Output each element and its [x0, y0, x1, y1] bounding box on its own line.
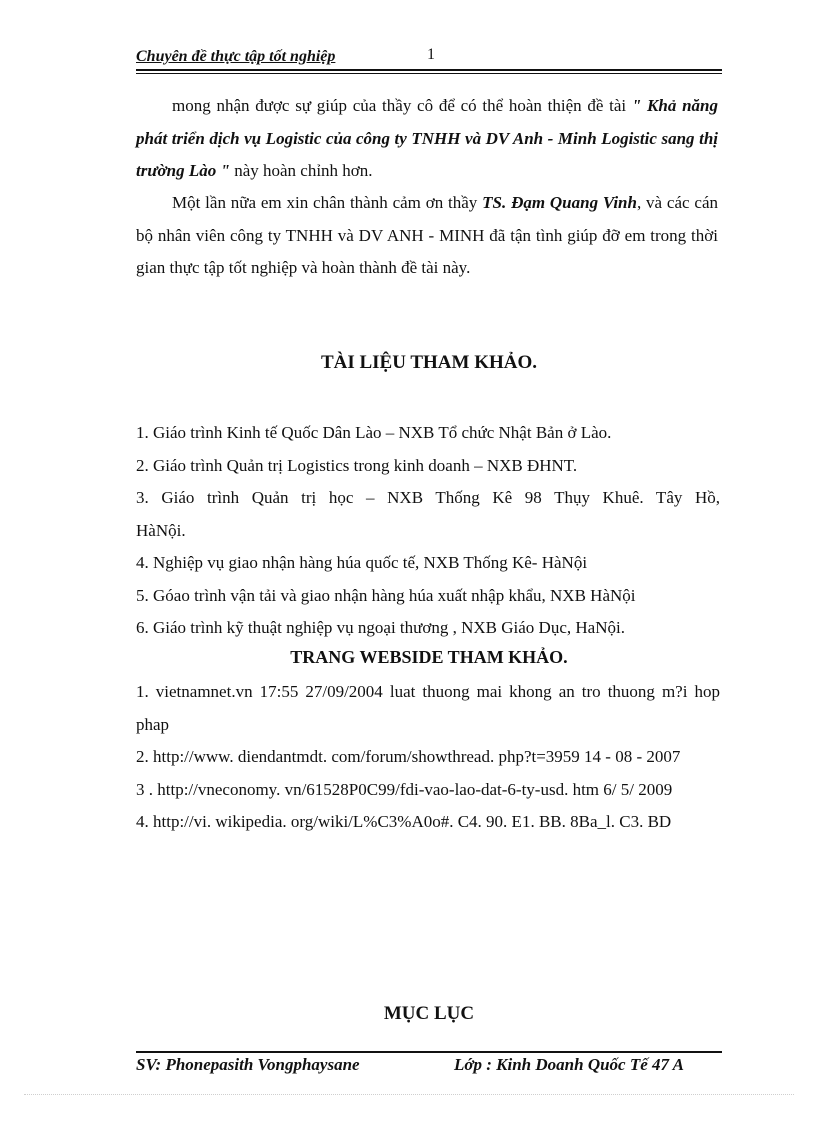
footer-class: Lớp : Kinh Doanh Quốc Tế 47 A [454, 1055, 684, 1074]
reference-item: 4. Nghiệp vụ giao nhận hàng húa quốc tế, NXB Thống Kê- HàNội [136, 553, 588, 572]
ack2-advisor-name: TS. Đạm Quang Vinh [482, 193, 637, 212]
header-rule-thick [136, 69, 722, 71]
footer-student: SV: Phonepasith Vongphaysane [136, 1055, 360, 1074]
website-item: 1. vietnamnet.vn 17:55 27/09/2004 luat thuong mai khong an tro thuong m?i hop phap [136, 682, 720, 734]
reference-item: 6. Giáo trình kỹ thuật nghiệp vụ ngoại thương , NXB Giáo Dục, HaNội. [136, 618, 625, 637]
reference-item: 1. Giáo trình Kinh tế Quốc Dân Lào – NXB Tổ chức Nhật Bản ở Lào. [136, 423, 612, 442]
websites-list [136, 676, 720, 839]
website-item: 2. http://www. diendantmdt. com/forum/showthread. php?t=3959 14 - 08 - 2007 [136, 747, 681, 766]
ack-text-end: này hoàn chỉnh hơn. [229, 161, 373, 180]
ack2-text-start: Một lần nữa em xin chân thành cảm ơn thầy [172, 193, 483, 212]
footer-rule [136, 1051, 722, 1053]
website-item: 4. http://vi. wikipedia. org/wiki/L%C3%A0o#. C4. 90. E1. BB. 8Ba_l. C3. BD [136, 812, 672, 831]
references-heading: TÀI LIỆU THAM KHẢO. [320, 352, 538, 373]
acknowledgement-paragraph-1 [136, 90, 718, 188]
header-page-number: 1 [427, 46, 435, 63]
reference-item: 5. Góao trình vận tải và giao nhận hàng húa xuất nhập khẩu, NXB HàNội [136, 585, 636, 605]
header-title: Chuyên đề thực tập tốt nghiệp [136, 48, 336, 65]
page-footer [136, 1055, 722, 1079]
ack-text-start: mong nhận được sự giúp của thầy cô để có thể hoàn thiện đề tài [172, 96, 632, 115]
reference-item: 2. Giáo trình Quản trị Logistics trong kinh doanh – NXB ĐHNT. [136, 455, 578, 475]
references-list [136, 417, 720, 645]
header-rule-thin [136, 73, 722, 74]
page-bottom-dotted-line [24, 1094, 794, 1095]
ack-topic-title: " Khả năng phát triển dịch vụ Logistic của công ty TNHH và DV Anh - Minh Logistic sang thị trường Lào " [136, 96, 718, 180]
websites-heading: TRANG WEBSIDE THAM KHẢO. [290, 647, 568, 667]
toc-heading: MỤC LỤC [383, 1003, 475, 1024]
ack2-text-end: , và các cán bộ nhân viên công ty TNHH và DV ANH - MINH đã tận tình giúp đỡ em trong thời gian thực tập tốt nghiệp và hoàn thành đề tài này. [136, 193, 718, 277]
acknowledgement-paragraph-2 [136, 187, 718, 285]
reference-item: 3. Giáo trình Quản trị học – NXB Thống Kê 98 Thụy Khuê. Tây Hồ, HàNội. [136, 488, 720, 540]
website-item: 3 . http://vneconomy. vn/61528P0C99/fdi-vao-lao-dat-6-ty-usd. htm 6/ 5/ 2009 [136, 779, 673, 799]
